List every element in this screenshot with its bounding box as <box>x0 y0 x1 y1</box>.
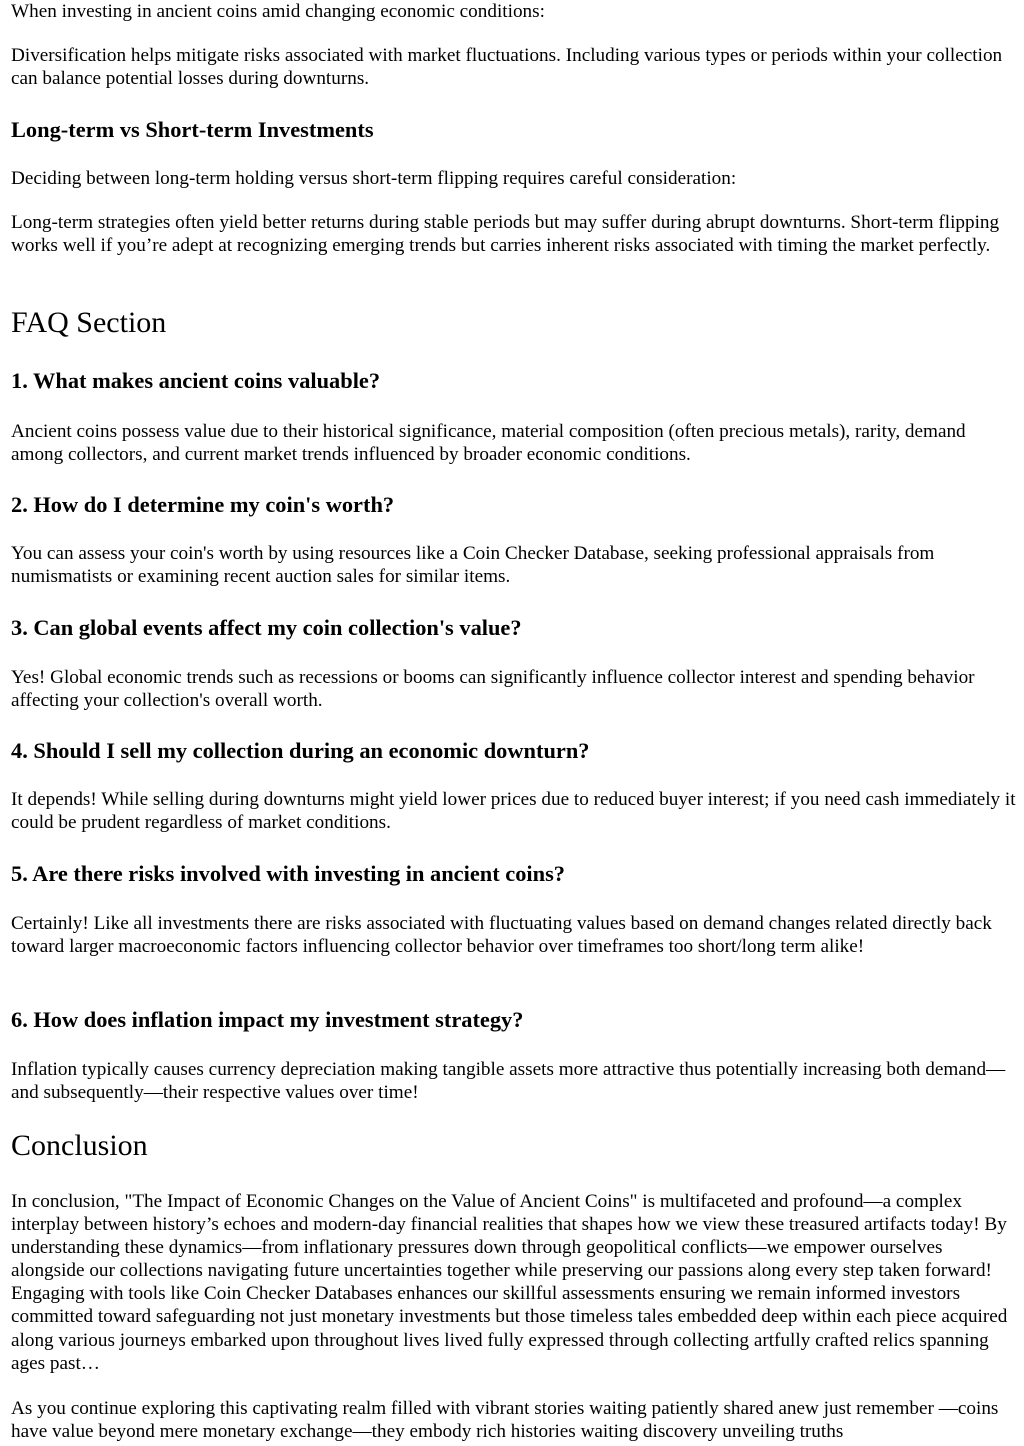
faq-heading: FAQ Section <box>11 306 167 339</box>
faq-answer-1: Ancient coins possess value due to their historical significance, material composition (often precious metals), rarity, demand among collectors, and current market trends influenced by broader economic conditions. <box>11 421 966 466</box>
diversification-paragraph: Diversification helps mitigate risks associated with market fluctuations. Including various types or periods within your collection can balance potential losses during downturns. <box>11 45 1003 90</box>
long-vs-short-intro: Deciding between long-term holding versus short-term flipping requires careful consideration: <box>11 168 737 189</box>
faq-answer-6: Inflation typically causes currency depreciation making tangible assets more attractive thus potentially increasing both demand—and subsequently—their respective values over time! <box>11 1059 1006 1104</box>
faq-answer-4: It depends! While selling during downturns might yield lower prices due to reduced buyer interest; if you need cash immediately it could be prudent regardless of market conditions. <box>11 789 1016 834</box>
faq-answer-5: Certainly! Like all investments there are risks associated with fluctuating values based on demand changes related directly back toward larger macroeconomic factors influencing collector behavior over timeframes too short/long term alike! <box>11 913 992 958</box>
faq-question-5: 5. Are there risks involved with investing in ancient coins? <box>11 861 565 886</box>
faq-question-1: 1. What makes ancient coins valuable? <box>11 368 381 393</box>
faq-question-3: 3. Can global events affect my coin collection's value? <box>11 615 522 640</box>
conclusion-heading: Conclusion <box>11 1129 148 1162</box>
intro-paragraph: When investing in ancient coins amid changing economic conditions: <box>11 1 545 22</box>
faq-question-6: 6. How does inflation impact my investment strategy? <box>11 1007 524 1032</box>
conclusion-paragraph: In conclusion, "The Impact of Economic Changes on the Value of Ancient Coins" is multifaceted and profound—a complex interplay between history’s echoes and modern-day financial realities that shapes how we view these treasured artifacts today! By understanding these dynamics—from inflationary pressures down through geopolitical conflicts—we empower ourselves alongside our collections navigating future uncertainties together while preserving our passions along every step taken forward! Engaging with tools like Coin Checker Databases enhances our skillful assessments ensuring we remain informed investors committed toward safeguarding not just monetary investments but those timeless tales embedded deep within each piece acquired along various journeys embarked upon throughout lives lived fully expressed through collecting artfully crafted relics spanning ages past… <box>11 1191 1008 1374</box>
faq-answer-3: Yes! Global economic trends such as recessions or booms can significantly influence collector interest and spending behavior affecting your collection's overall worth. <box>11 667 975 712</box>
faq-answer-2: You can assess your coin's worth by using resources like a Coin Checker Database, seeking professional appraisals from numismatists or examining recent auction sales for similar items. <box>11 543 935 588</box>
faq-question-2: 2. How do I determine my coin's worth? <box>11 492 395 517</box>
long-vs-short-heading: Long-term vs Short-term Investments <box>11 117 374 142</box>
closing-paragraph: As you continue exploring this captivating realm filled with vibrant stories waiting patiently shared anew just remember —coins have value beyond mere monetary exchange—they embody rich histories waiting discovery unveiling truths <box>11 1398 999 1443</box>
long-vs-short-paragraph: Long-term strategies often yield better returns during stable periods but may suffer during abrupt downturns. Short-term flipping works well if you’re adept at recognizing emerging trends but carries inherent risks associated with timing the market perfectly. <box>11 212 1000 257</box>
faq-question-4: 4. Should I sell my collection during an economic downturn? <box>11 738 590 763</box>
